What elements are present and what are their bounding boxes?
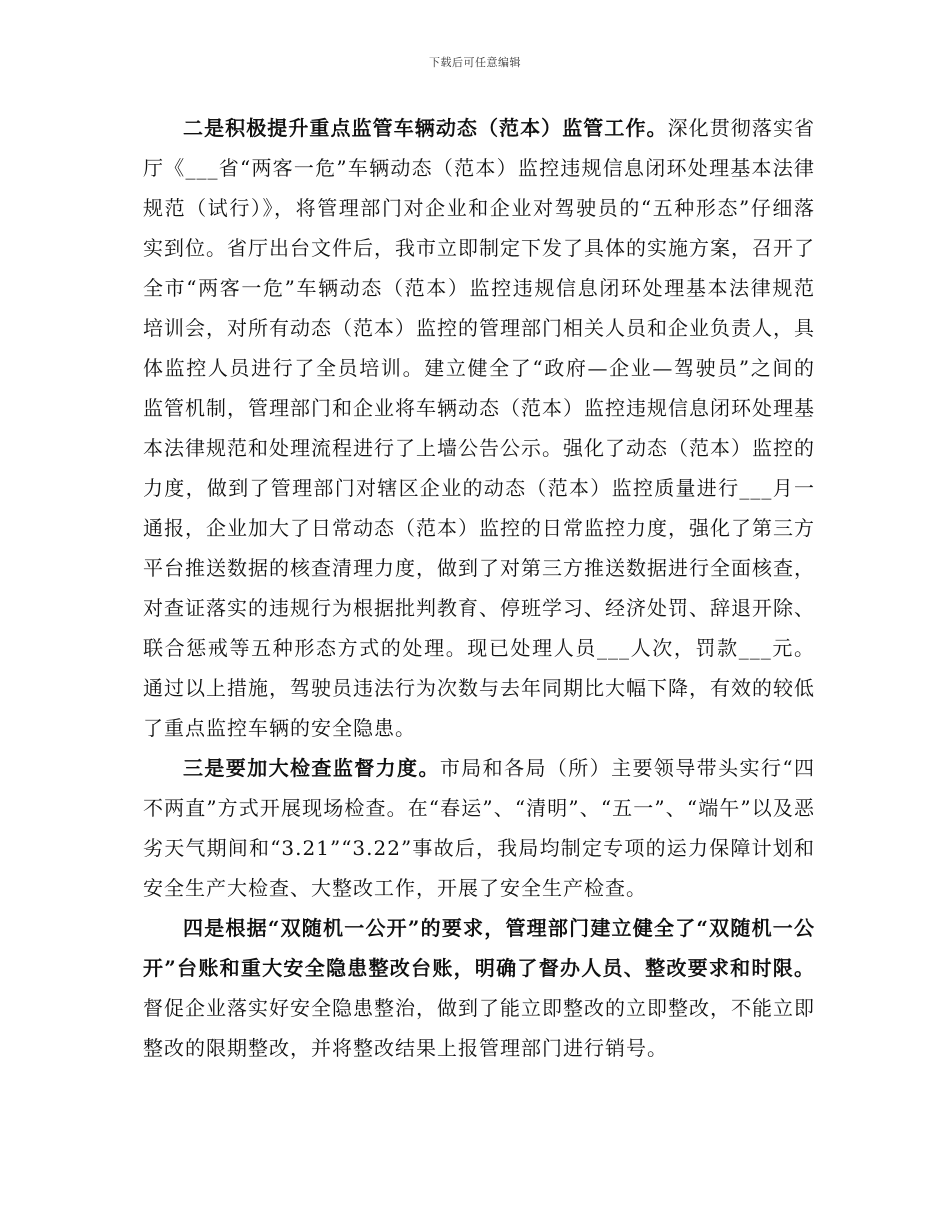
page-header: 下载后可任意编辑 — [429, 56, 521, 69]
paragraph-double-random — [143, 908, 815, 1068]
paragraph-lead: 二是积极提升重点监管车辆动态（范本）监管工作。 — [183, 116, 668, 140]
document-body — [143, 108, 815, 1068]
paragraph-inspection — [143, 748, 815, 908]
paragraph-text: 督促企业落实好安全隐患整治，做到了能立即整改的立即整改，不能立即整改的限期整改，并将整改结果上报管理部门进行销号。 — [143, 996, 815, 1060]
paragraph-lead: 四是根据“双随机一公开”的要求，管理部门建立健全了“双随机一公开”台账和重大安全隐患整改台账，明确了督办人员、整改要求和时限。 — [143, 916, 815, 980]
paragraph-vehicle-monitoring — [143, 108, 815, 748]
paragraph-text: 市局和各局（所）主要领导带头实行“四不两直”方式开展现场检查。在“春运”、“清明”、“五一”、“端午”以及恶劣天气期间和“3.21”“3.22”事故后，我局均制定专项的运力保障计划和安全生产大检查、大整改工作，开展了安全生产检查。 — [143, 756, 815, 900]
paragraph-lead: 三是要加大检查监督力度。 — [183, 756, 440, 780]
paragraph-text: 深化贯彻落实省厅《___省“两客一危”车辆动态（范本）监控违规信息闭环处理基本法律规范（试行）》，将管理部门对企业和企业对驾驶员的“五种形态”仔细落实到位。省厅出台文件后，我市立即制定下发了具体的实施方案，召开了全市“两客一危”车辆动态（范本）监控违规信息闭环处理基本法律规范培训会，对所有动态（范本）监控的管理部门相关人员和企业负责人，具体监控人员进行了全员培训。建立健全了“政府—企业—驾驶员”之间的监管机制，管理部门和企业将车辆动态（范本）监控违规信息闭环处理基本法律规范和处理流程进行了上墙公告公示。强化了动态（范本）监控的力度，做到了管理部门对辖区企业的动态（范本）监控质量进行___月一通报，企业加大了日常动态（范本）监控的日常监控力度，强化了第三方平台推送数据的核查清理力度，做到了对第三方推送数据进行全面核查，对查证落实的违规行为根据批判教育、停班学习、经济处罚、辞退开除、联合惩戒等五种形态方式的处理。现已处理人员___人次，罚款___元。通过以上措施，驾驶员违法行为次数与去年同期比大幅下降，有效的较低了重点监控车辆的安全隐患。 — [143, 116, 816, 740]
